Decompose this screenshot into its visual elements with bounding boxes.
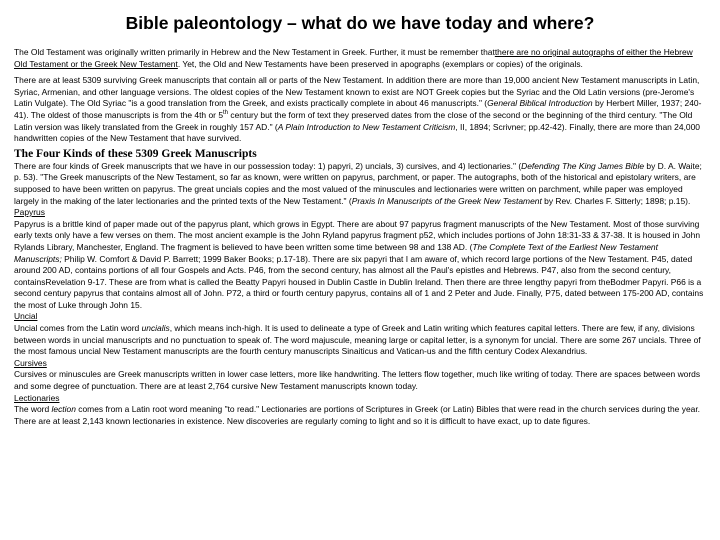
slide-body [14, 47, 706, 427]
papyrus-heading: Papyrus [14, 207, 45, 218]
lectionaries-text: comes from a Latin root word meaning "to read." Lectionaries are portions of Scriptures in Greek (or Latin) Bibles that were read in the church services during the year. There are at least 2,143 known lectionaries in existence. New discoveries are regularly coming to light and so it is difficult to have exact, up to date figures. [14, 404, 701, 426]
four-kinds-text: by Rev. Charles F. Sitterly; 1898; p.15). [541, 195, 691, 206]
citation-title: Praxis In Manuscripts of the Greek New Testament [351, 195, 542, 206]
citation-title: Defending The King James Bible [521, 160, 645, 171]
intro-paragraph-1 [14, 47, 706, 70]
citation-title: A Plain Introduction to New Testament Criticism [277, 121, 456, 132]
intro-p2-text: There are at least 5309 surviving Greek manuscripts that contain all or parts of the New Testament. In addition there are more than 19,000 ancient New Testament manuscripts in Latin, Syriac, Armenian, and other language versions. The oldest copies of the New Testament known to exist are NOT Greek copies but the Syriac and the Old Latin versions (pre-Jerome's Latin Vulgate). The Old Syriac "is a good translation from the Greek, and exists practically complete in about 46 manuscripts." ( [14, 75, 700, 109]
uncial-paragraph [14, 323, 706, 358]
four-kinds-paragraph [14, 161, 706, 207]
ordinal-superscript: th [223, 110, 229, 117]
latin-term: uncialis [141, 323, 170, 334]
uncial-text: , which means inch-high. It is used to delineate a type of Greek and Latin writing which features capital letters. There are few, if any, divisions between words in uncial manuscripts and no punctuation to speak of. The word majuscule, meaning large or capital letter, is a synonym for uncial. There are some 267 uncials. Three of the most famous uncial New Testament manuscripts are the fourth century manuscripts Sinaiticus and Vatican-us and the fifth century Codex Alexandrius. [14, 323, 701, 357]
page-title: Bible paleontology – what do we have today and where? [125, 13, 595, 33]
latin-term: lection [51, 404, 76, 415]
intro-p2-text: century but the form of text they preserved dates from the close of the second or the beginning of the third century. "The Old Latin version was likely translated from the Greek in roughly 157 AD." ( [14, 109, 693, 132]
intro-underlined-text: there are no original autographs of either the Hebrew Old Testament or the Greek New Testament [14, 47, 693, 69]
intro-text-end: . Yet, the Old and New Testaments have been preserved in apographs (exemplars or copies) of the originals. [177, 58, 583, 69]
intro-p2-text: by Herbert Miller, 1937; 240-41). The oldest of those manuscripts is from the 4th or 5 [14, 98, 702, 120]
lectionaries-heading: Lectionaries [14, 392, 60, 403]
four-kinds-text: There are four kinds of Greek manuscripts that we have in our possession today: 1) papyri, 2) uncials, 3) cursives, and 4) lectionaries." ( [14, 160, 522, 171]
papyrus-text: Philip W. Comfort & David P. Barrett; 1999 Baker Books; p.17-18). There are six papyri that I am aware of, which record large portions of the New Testament. P45, dated around 200 AD, contains portions of all four Gospels and Acts. P46, from the second century, has almost all the Paul's epistles and Hebrews. P47, also from the second century, containsRevelation 9-17. These are from what is called the Beatty Papyri housed in Dublin Castle in Dublin Ireland. Then there are three lengthy papyri from theBodmer Papyri. P66 is a second century papyrus that contains almost all of John. P72, a third or fourth century papyrus, contains all of 1 and 2 Peter and Jude. Finally, P75, dated between 175-200 AD, contains the most of Luke through John 15. [14, 253, 704, 310]
citation-title: General Biblical Introduction [487, 98, 593, 109]
intro-paragraph-2 [14, 75, 706, 145]
uncial-heading: Uncial [14, 311, 38, 322]
cursives-paragraph: Cursives or minuscules are Greek manuscripts written in lower case letters, more like handwriting. The letters flow together, much like writing of today. There are spaces between words and some degree of punctuation. There are at least 2,764 cursive New Testament manuscripts known today. [14, 369, 701, 392]
intro-text: The Old Testament was originally written primarily in Hebrew and the New Testament in Greek. Further, it must be remember that [14, 47, 495, 57]
four-kinds-heading: The Four Kinds of these 5309 Greek Manuscripts [14, 147, 257, 160]
papyrus-paragraph [14, 219, 706, 312]
papyrus-text: Papyrus is a brittle kind of paper made out of the papyrus plant, which grows in Egypt. There are about 97 papyrus fragment manuscripts of the New Testament. Most of those surviving early texts only have a few verses on them. The most ancient example is the John Ryland papyrus fragment p52, which includes portions of John 18:31-33 & 37-38. It is housed in John Rylands Library, Manchester, England. The fragment is believed to have been written some time between 98 and 138 AD. ( [14, 218, 701, 252]
four-kinds-text: by D. A. Waite; p. 53). "The Greek manuscripts of the New Testament, so far as known, were written on papyrus, parchment, or paper. The autographs, both of the historical and epistolary writers, are supposed to have been written on papyrus. The great uncials copies and the most valued of the minuscules and lectionaries were written on parchment, while paper was employed largely in the making of the later lectionaries and the printed texts of the New Testament." ( [14, 160, 702, 206]
uncial-text: Uncial comes from the Latin word [14, 323, 142, 334]
cursives-heading: Cursives [14, 357, 47, 368]
intro-p2-text: , II, 1894; Scrivner; pp.42-42). Finally, there are more than 24,000 handwritten copies of the New Testament that have survived. [14, 121, 700, 144]
lectionaries-paragraph [14, 404, 706, 427]
lectionaries-text: The word [14, 404, 52, 415]
citation-title: The Complete Text of the Earliest New Testament Manuscripts; [14, 241, 658, 264]
